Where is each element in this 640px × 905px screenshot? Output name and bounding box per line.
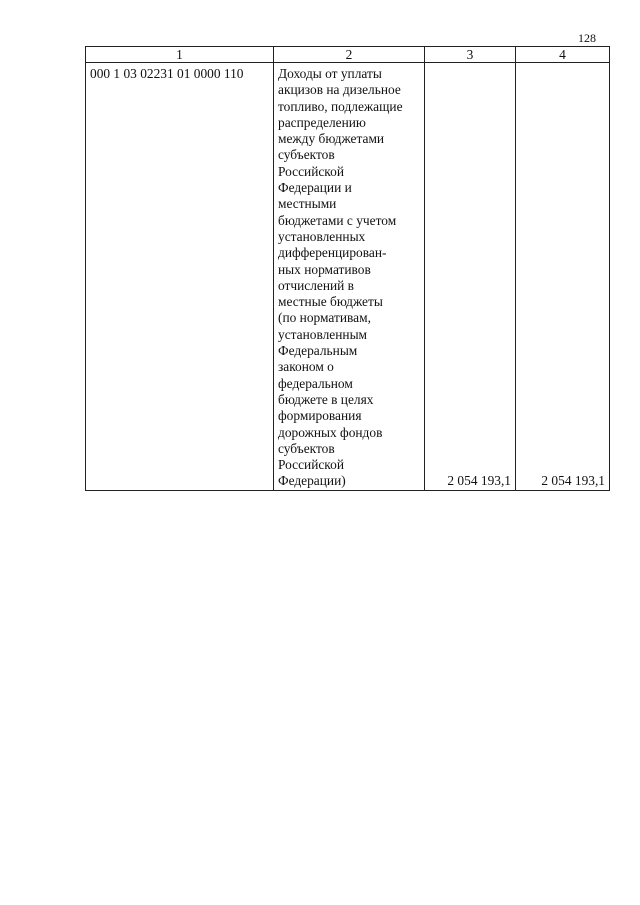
header-col-4: 4	[516, 47, 610, 63]
description-line: Федеральным	[278, 343, 358, 359]
description-line: дорожных фондов	[278, 424, 383, 440]
description-line: местные бюджеты	[278, 294, 383, 310]
description-line: законом о	[278, 359, 334, 375]
description-line: Российской	[278, 163, 344, 179]
description-line: субъектов	[278, 147, 335, 163]
description-line: местными	[278, 196, 337, 212]
amount-column-4: 2 054 193,1	[516, 63, 610, 491]
description-line: (по нормативам,	[278, 310, 371, 326]
description-line: формирования	[278, 408, 362, 424]
page-number: 128	[578, 31, 596, 45]
description-line: Федерации)	[278, 473, 346, 489]
description-line: бюджете в целях	[278, 391, 374, 407]
revenue-description	[274, 63, 425, 491]
description-line: Российской	[278, 457, 344, 473]
description-line: Доходы от уплаты	[278, 66, 382, 81]
description-line: субъектов	[278, 440, 335, 456]
description-line: распределению	[278, 114, 366, 130]
revenue-table	[85, 46, 610, 491]
description-line: акцизов на дизельное	[278, 82, 401, 98]
table-row	[86, 63, 610, 491]
amount-column-3: 2 054 193,1	[425, 63, 516, 491]
description-line: отчислений в	[278, 277, 355, 293]
description-line: бюджетами с учетом	[278, 212, 397, 228]
budget-classification-code: 000 1 03 02231 01 0000 110	[86, 63, 274, 491]
header-col-1: 1	[86, 47, 274, 63]
description-line: топливо, подлежащие	[278, 98, 403, 114]
description-line: федеральном	[278, 375, 353, 391]
description-line: между бюджетами	[278, 131, 385, 147]
description-line: установленных	[278, 228, 366, 244]
description-line: Федерации и	[278, 180, 352, 196]
table-header-row	[86, 47, 610, 63]
description-line: установленным	[278, 326, 368, 342]
description-line: ных нормативов	[278, 261, 371, 277]
header-col-3: 3	[425, 47, 516, 63]
description-line: дифференцирован-	[278, 245, 387, 261]
header-col-2: 2	[274, 47, 425, 63]
